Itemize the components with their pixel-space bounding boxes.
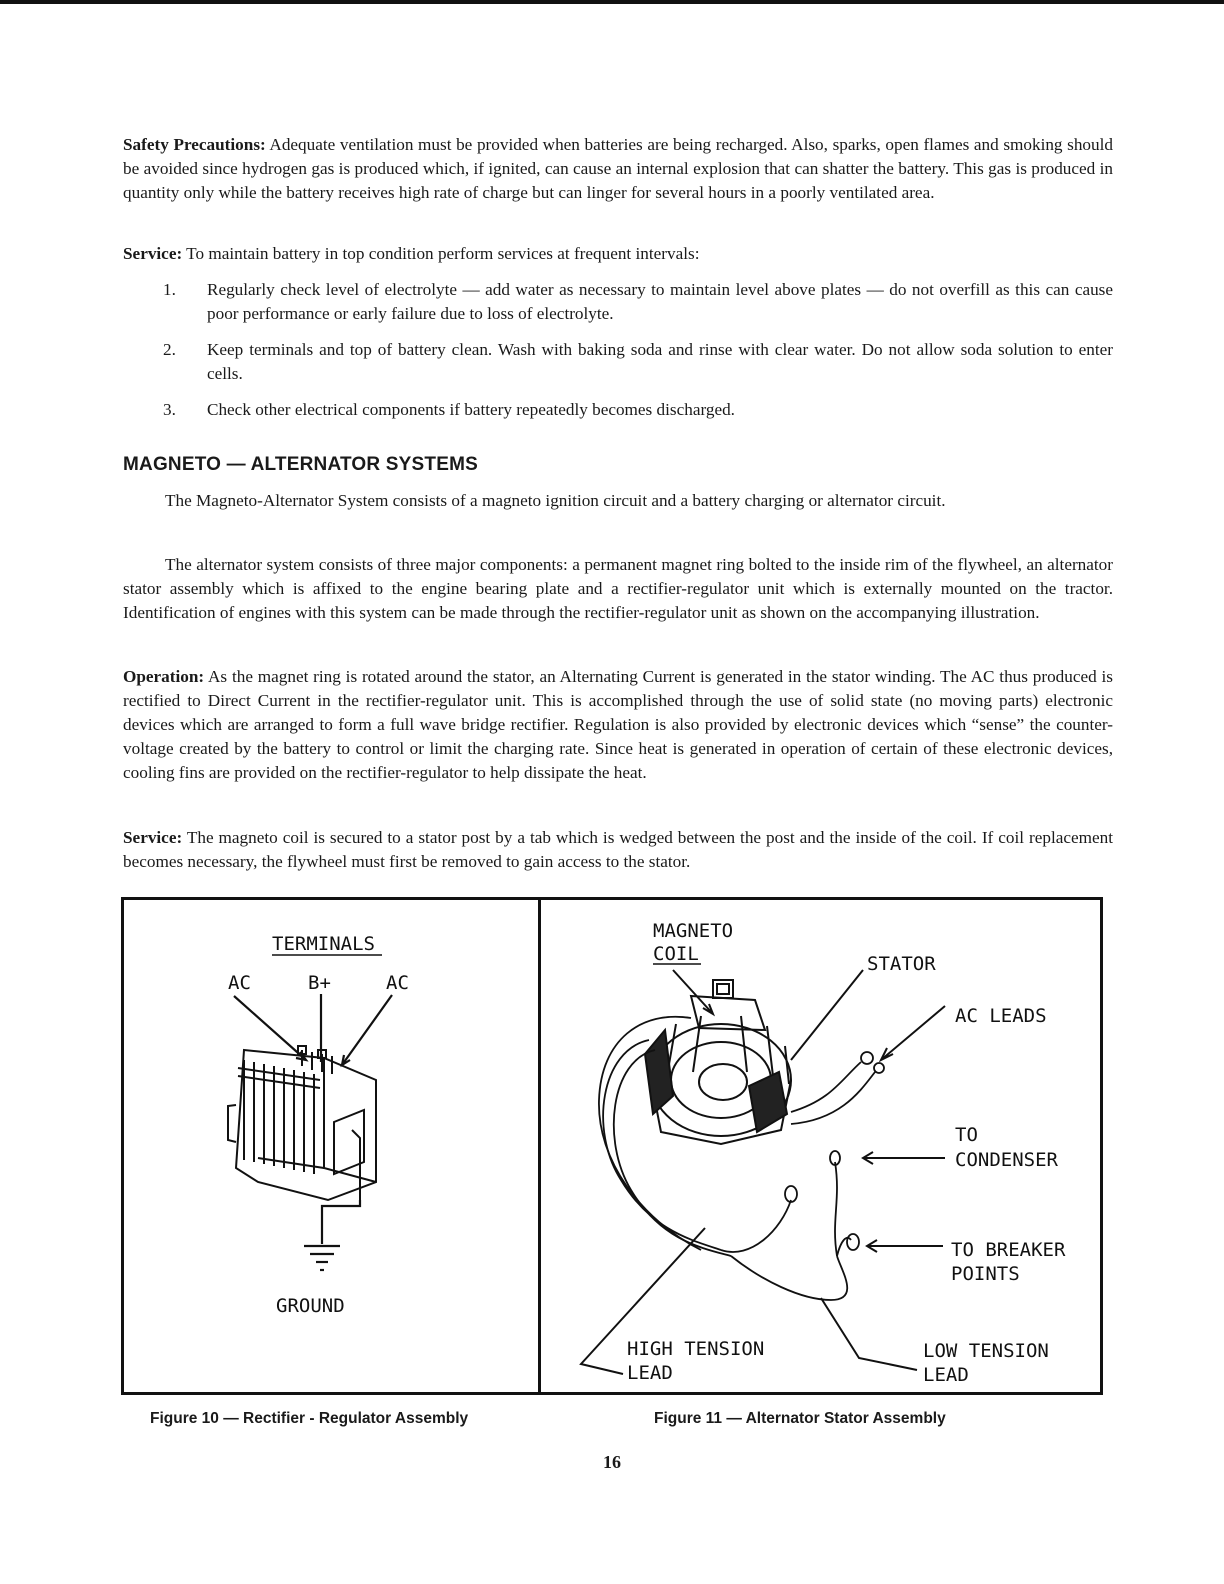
operation-label: Operation:	[123, 667, 205, 686]
page-number: 16	[603, 1452, 621, 1472]
service-coil-paragraph	[123, 826, 1113, 874]
ac-leads-label: AC LEADS	[955, 1005, 1047, 1027]
terminals-label: TERMINALS	[272, 933, 375, 955]
low-tension-label: LOW TENSION	[923, 1340, 1049, 1362]
service-text: To maintain battery in top condition perform services at frequent intervals:	[182, 244, 700, 263]
list-item	[123, 398, 1113, 422]
service-coil-text: The magneto coil is secured to a stator post by a tab which is wedged between the post and the inside of the coil. If coil replacement becomes necessary, the flywheel must first be removed to gain access to the stator.	[123, 828, 1113, 871]
operation-paragraph	[123, 665, 1113, 785]
service-coil-label: Service:	[123, 828, 183, 847]
to-label: TO	[955, 1124, 978, 1146]
lead-right-label: LEAD	[923, 1364, 969, 1386]
lead-left-label: LEAD	[627, 1362, 673, 1384]
alternator-components-paragraph: The alternator system consists of three major components: a permanent magnet ring bolted to the inside rim of the flywheel, an alternator stator assembly which is affixed to the engine bearing plate and a rectifier-regulator unit which is externally mounted on the tractor. Identification of engines with this system can be made through the rectifier-regulator unit as shown on the accompanying illustration.	[123, 555, 1113, 622]
list-item-number: 1.	[163, 280, 176, 299]
list-item	[123, 338, 1113, 386]
high-tension-label: HIGH TENSION	[627, 1338, 765, 1360]
list-item-number: 3.	[163, 400, 176, 419]
list-item-text: Regularly check level of electrolyte — add water as necessary to maintain level above plates — do not overfill as this can cause poor performance or early failure due to loss of electrolyte.	[207, 280, 1113, 323]
magneto-intro-paragraph: The Magneto-Alternator System consists of a magneto ignition circuit and a battery charging or alternator circuit.	[165, 491, 946, 510]
rectifier-regulator-drawing	[124, 900, 536, 1388]
figure-11-caption: Figure 11 — Alternator Stator Assembly	[654, 1410, 946, 1427]
alternator-stator-drawing	[541, 900, 1097, 1388]
ground-label: GROUND	[276, 1295, 345, 1317]
list-item-number: 2.	[163, 340, 176, 359]
service-intro	[123, 242, 1113, 266]
rectifier-body	[228, 1046, 376, 1200]
coil-label: COIL	[653, 943, 699, 965]
ac-right-label: AC	[386, 972, 409, 994]
list-item	[123, 278, 1113, 326]
stator-assembly	[645, 980, 791, 1144]
section-heading: MAGNETO — ALTERNATOR SYSTEMS	[123, 454, 479, 475]
service-label: Service:	[123, 244, 183, 263]
to-breaker-label: TO BREAKER	[951, 1239, 1066, 1261]
top-border-line	[0, 0, 1224, 4]
operation-text: As the magnet ring is rotated around the stator, an Alternating Current is generated in the stator winding. The AC thus produced is rectified to Direct Current in the rectifier-regulator unit. This is accomplished through the use of solid state (no moving parts) electronic devices which are arranged to form a full wave bridge rectifier. Regulation is also provided by electronic devices which “sense” the counter-voltage created by the battery to control or limit the charging rate. Since heat is generated in operation of certain of these electronic devices, cooling fins are provided on the rectifier-regulator to help dissipate the heat.	[123, 667, 1113, 782]
condenser-label: CONDENSER	[955, 1149, 1058, 1171]
bplus-label: B+	[308, 972, 331, 994]
service-list	[123, 278, 1113, 434]
wiring-harness	[599, 1017, 884, 1300]
magneto-label: MAGNETO	[653, 920, 734, 942]
stator-label: STATOR	[867, 953, 936, 975]
ground-symbol	[304, 1200, 360, 1270]
ac-left-label: AC	[228, 972, 251, 994]
list-item-text: Check other electrical components if battery repeatedly becomes discharged.	[207, 400, 735, 419]
safety-label: Safety Precautions:	[123, 135, 266, 154]
list-item-text: Keep terminals and top of battery clean. Wash with baking soda and rinse with clear water. Do not allow soda solution to enter cells.	[207, 340, 1113, 383]
safety-paragraph	[123, 133, 1113, 205]
safety-text: Adequate ventilation must be provided when batteries are being recharged. Also, sparks, open flames and smoking should be avoided since hydrogen gas is produced which, if ignited, can cause an internal explosion that can shatter the battery. This gas is produced in quantity only while the battery receives high rate of charge but can linger for several hours in a poorly ventilated area.	[123, 135, 1113, 202]
figure-10-caption: Figure 10 — Rectifier - Regulator Assembly	[150, 1410, 469, 1427]
points-label: POINTS	[951, 1263, 1020, 1285]
